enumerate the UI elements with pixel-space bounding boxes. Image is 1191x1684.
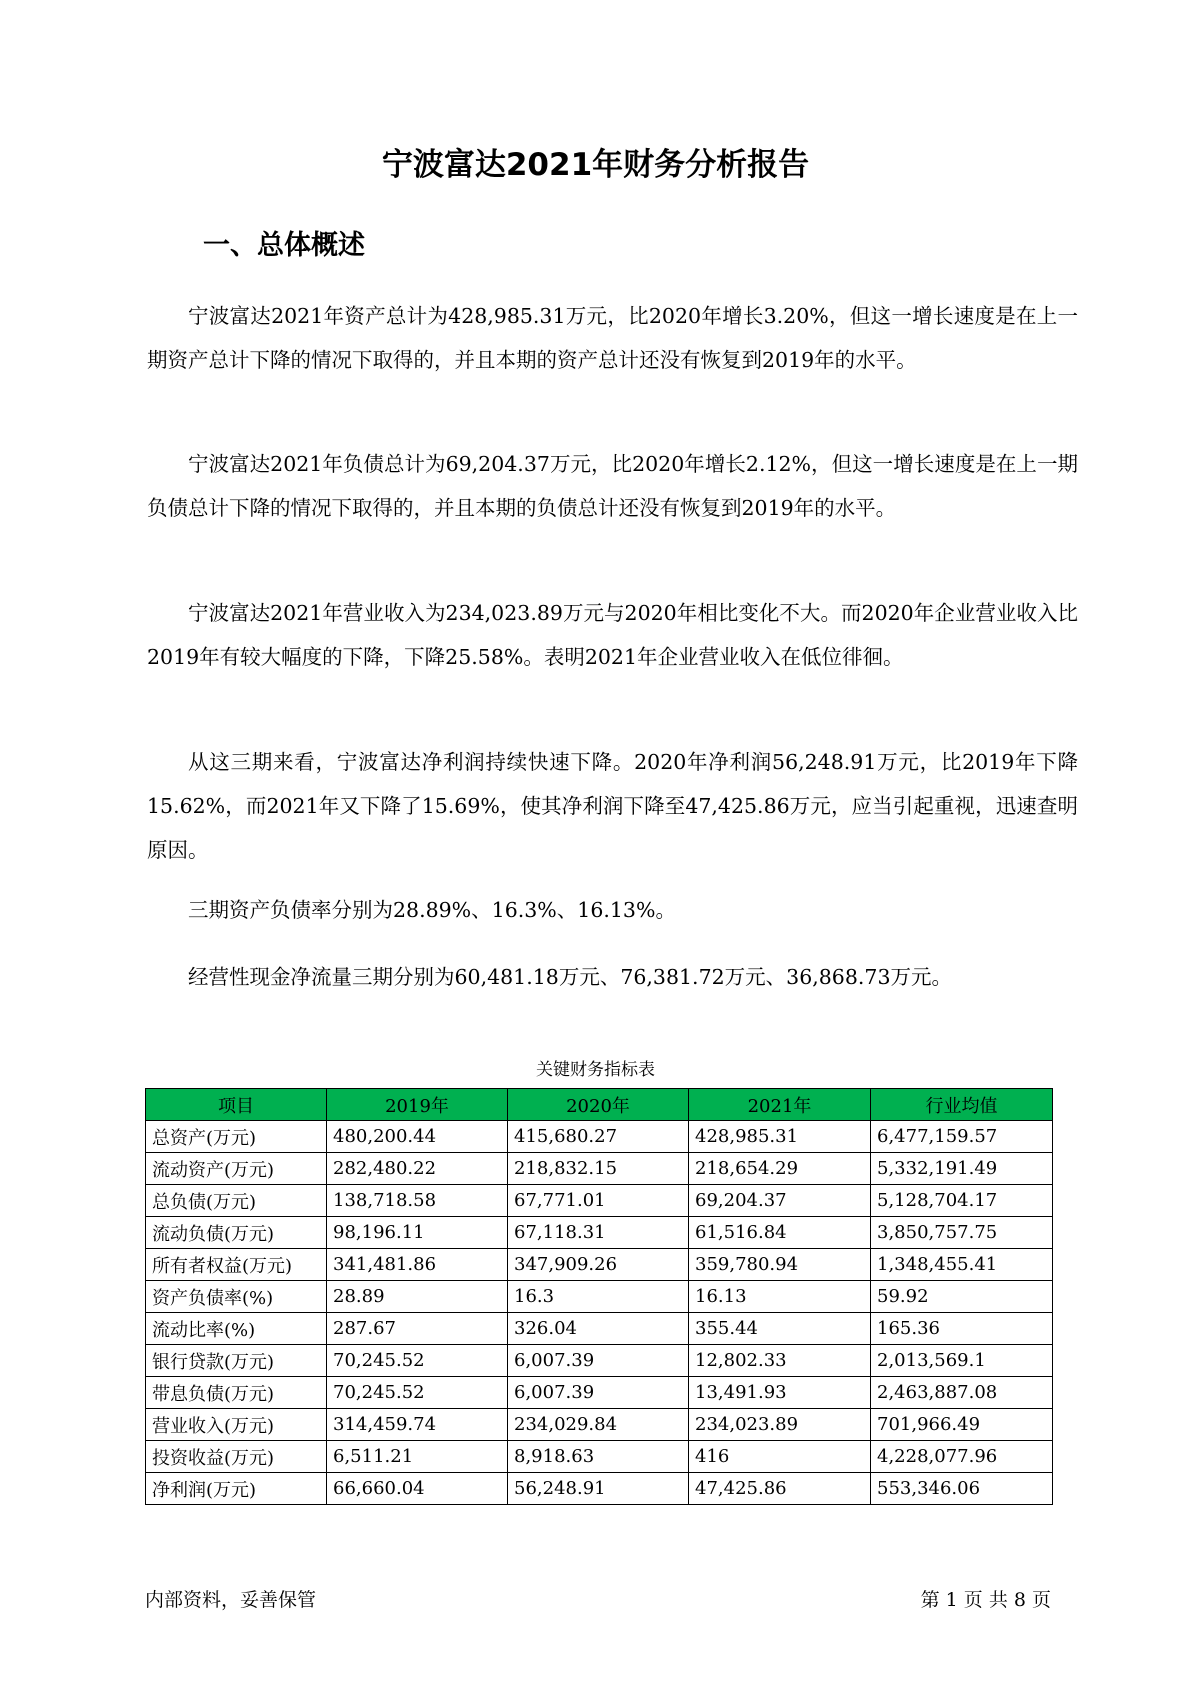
cell-value: 553,346.06 xyxy=(871,1473,1053,1505)
row-label: 净利润(万元) xyxy=(146,1473,327,1505)
cell-value: 234,023.89 xyxy=(689,1409,871,1441)
cell-value: 1,348,455.41 xyxy=(871,1249,1053,1281)
cell-value: 70,245.52 xyxy=(327,1377,508,1409)
cell-value: 234,029.84 xyxy=(508,1409,689,1441)
paragraph-revenue: 宁波富达2021年营业收入为234,023.89万元与2020年相比变化不大。而2020年企业营业收入比2019年有较大幅度的下降，下降25.58%。表明2021年企业营业收入在低位徘徊。 xyxy=(147,601,1078,669)
table-header-row xyxy=(146,1089,1053,1121)
cell-value: 138,718.58 xyxy=(327,1185,508,1217)
cell-value: 314,459.74 xyxy=(327,1409,508,1441)
cell-value: 282,480.22 xyxy=(327,1153,508,1185)
table-row xyxy=(146,1441,1053,1473)
row-label: 流动负债(万元) xyxy=(146,1217,327,1249)
footer-confidential-note: 内部资料，妥善保管 xyxy=(145,1589,317,1611)
cell-value: 59.92 xyxy=(871,1281,1053,1313)
paragraph-cash-flow: 经营性现金净流量三期分别为60,481.18万元、76,381.72万元、36,868.73万元。 xyxy=(188,965,952,989)
cell-value: 98,196.11 xyxy=(327,1217,508,1249)
section-heading: 一、总体概述 xyxy=(203,230,365,261)
row-label: 投资收益(万元) xyxy=(146,1441,327,1473)
row-label: 带息负债(万元) xyxy=(146,1377,327,1409)
cell-value: 61,516.84 xyxy=(689,1217,871,1249)
cell-value: 701,966.49 xyxy=(871,1409,1053,1441)
key-financial-indicators-table xyxy=(145,1088,1053,1505)
cell-value: 6,007.39 xyxy=(508,1345,689,1377)
cell-value: 326.04 xyxy=(508,1313,689,1345)
cell-value: 165.36 xyxy=(871,1313,1053,1345)
row-label: 营业收入(万元) xyxy=(146,1409,327,1441)
table-row xyxy=(146,1473,1053,1505)
cell-value: 2,463,887.08 xyxy=(871,1377,1053,1409)
cell-value: 16.3 xyxy=(508,1281,689,1313)
cell-value: 16.13 xyxy=(689,1281,871,1313)
header-2021: 2021年 xyxy=(689,1089,871,1121)
cell-value: 5,128,704.17 xyxy=(871,1185,1053,1217)
cell-value: 66,660.04 xyxy=(327,1473,508,1505)
table-row xyxy=(146,1313,1053,1345)
row-label: 总负债(万元) xyxy=(146,1185,327,1217)
footer-page-number: 第 1 页 共 8 页 xyxy=(920,1589,1051,1611)
table-row xyxy=(146,1345,1053,1377)
table-caption: 关键财务指标表 xyxy=(536,1060,655,1080)
table-row xyxy=(146,1249,1053,1281)
header-item: 项目 xyxy=(146,1089,327,1121)
document-title: 宁波富达2021年财务分析报告 xyxy=(381,147,810,183)
cell-value: 4,228,077.96 xyxy=(871,1441,1053,1473)
cell-value: 56,248.91 xyxy=(508,1473,689,1505)
cell-value: 67,771.01 xyxy=(508,1185,689,1217)
cell-value: 218,654.29 xyxy=(689,1153,871,1185)
table-row xyxy=(146,1121,1053,1153)
cell-value: 347,909.26 xyxy=(508,1249,689,1281)
paragraph-debt-ratio: 三期资产负债率分别为28.89%、16.3%、16.13%。 xyxy=(188,898,676,922)
paragraph-total-liabilities: 宁波富达2021年负债总计为69,204.37万元，比2020年增长2.12%，但这一增长速度是在上一期负债总计下降的情况下取得的，并且本期的负债总计还没有恢复到2019年的水平。 xyxy=(147,452,1078,520)
cell-value: 6,007.39 xyxy=(508,1377,689,1409)
table-row xyxy=(146,1185,1053,1217)
cell-value: 2,013,569.1 xyxy=(871,1345,1053,1377)
cell-value: 416 xyxy=(689,1441,871,1473)
table-row xyxy=(146,1281,1053,1313)
cell-value: 6,477,159.57 xyxy=(871,1121,1053,1153)
cell-value: 47,425.86 xyxy=(689,1473,871,1505)
cell-value: 359,780.94 xyxy=(689,1249,871,1281)
cell-value: 5,332,191.49 xyxy=(871,1153,1053,1185)
cell-value: 355.44 xyxy=(689,1313,871,1345)
row-label: 资产负债率(%) xyxy=(146,1281,327,1313)
cell-value: 415,680.27 xyxy=(508,1121,689,1153)
row-label: 银行贷款(万元) xyxy=(146,1345,327,1377)
table-row xyxy=(146,1409,1053,1441)
cell-value: 6,511.21 xyxy=(327,1441,508,1473)
cell-value: 13,491.93 xyxy=(689,1377,871,1409)
cell-value: 67,118.31 xyxy=(508,1217,689,1249)
row-label: 流动资产(万元) xyxy=(146,1153,327,1185)
cell-value: 69,204.37 xyxy=(689,1185,871,1217)
header-industry-average: 行业均值 xyxy=(871,1089,1053,1121)
paragraph-net-profit: 从这三期来看，宁波富达净利润持续快速下降。2020年净利润56,248.91万元，比2019年下降15.62%，而2021年又下降了15.69%，使其净利润下降至47,425.86万元，应当引起重视，迅速查明原因。 xyxy=(147,750,1078,862)
cell-value: 428,985.31 xyxy=(689,1121,871,1153)
cell-value: 12,802.33 xyxy=(689,1345,871,1377)
header-2020: 2020年 xyxy=(508,1089,689,1121)
header-2019: 2019年 xyxy=(327,1089,508,1121)
cell-value: 8,918.63 xyxy=(508,1441,689,1473)
cell-value: 218,832.15 xyxy=(508,1153,689,1185)
cell-value: 480,200.44 xyxy=(327,1121,508,1153)
cell-value: 70,245.52 xyxy=(327,1345,508,1377)
row-label: 所有者权益(万元) xyxy=(146,1249,327,1281)
cell-value: 341,481.86 xyxy=(327,1249,508,1281)
table-row xyxy=(146,1377,1053,1409)
row-label: 总资产(万元) xyxy=(146,1121,327,1153)
table-row xyxy=(146,1153,1053,1185)
row-label: 流动比率(%) xyxy=(146,1313,327,1345)
cell-value: 3,850,757.75 xyxy=(871,1217,1053,1249)
paragraph-total-assets: 宁波富达2021年资产总计为428,985.31万元，比2020年增长3.20%，但这一增长速度是在上一期资产总计下降的情况下取得的，并且本期的资产总计还没有恢复到2019年的水平。 xyxy=(147,304,1078,372)
table-row xyxy=(146,1217,1053,1249)
cell-value: 287.67 xyxy=(327,1313,508,1345)
cell-value: 28.89 xyxy=(327,1281,508,1313)
